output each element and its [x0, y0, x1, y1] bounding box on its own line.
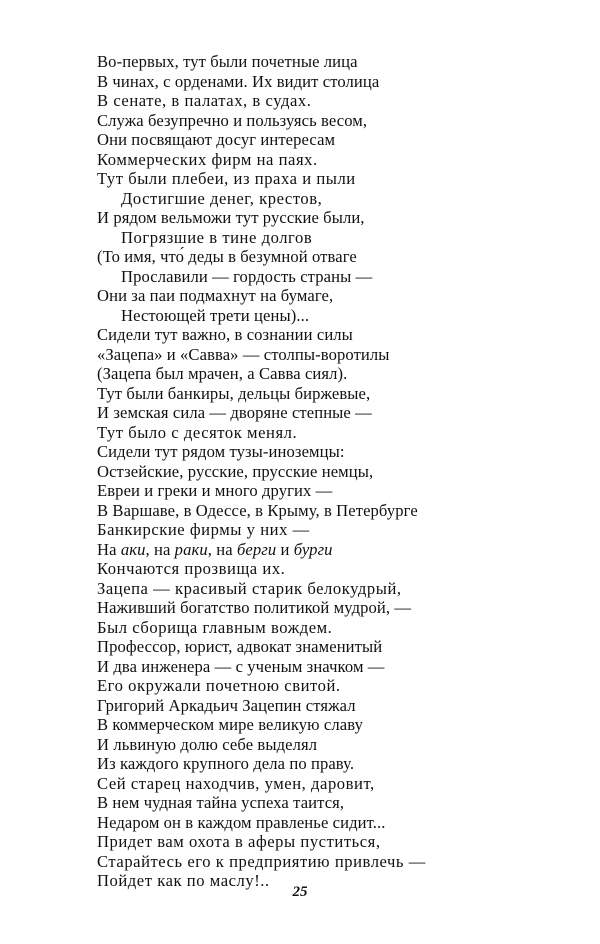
poem-line: Его окружали почетною свитой. — [97, 676, 341, 695]
poem-line: Сей старец находчив, умен, даровит, — [97, 773, 375, 793]
poem-line: Во-первых, тут были почетные лица — [97, 52, 358, 71]
poem-line-italic-word: раки — [174, 539, 208, 559]
poem-line — [97, 540, 557, 560]
poem-line: Служа безупречно и пользуясь весом, — [97, 110, 368, 130]
poem-line: Пойдет как по маслу!.. — [97, 871, 270, 890]
poem-line: Нестоющей трети цены)... — [121, 305, 310, 325]
poem-line-segment: На — [97, 539, 121, 559]
poem-line: Коммерческих фирм на паях. — [97, 149, 318, 169]
poem-line: И львиную долю себе выделял — [97, 734, 318, 754]
poem-line: Тут было с десяток менял. — [97, 422, 298, 442]
poem-line: Был сборища главным вождем. — [97, 617, 333, 637]
poem-line: Придет вам охота в аферы пуститься, — [97, 832, 381, 851]
poem-line-italic-word: берги — [236, 539, 277, 559]
poem-line: Из каждого крупного дела по праву. — [97, 754, 355, 773]
poem-line: Тут были плебеи, из праха и пыли — [97, 169, 356, 188]
poem-line: Тут были банкиры, дельцы биржевые, — [97, 383, 371, 403]
poem-line: Остзейские, русские, прусские немцы, — [97, 461, 374, 481]
poem-line: (Зацепа был мрачен, а Савва сиял). — [97, 364, 348, 383]
poem-line: Недаром он в каждом правленье сидит... — [97, 812, 386, 832]
poem-line: В сенате, в палатах, в судах. — [97, 91, 312, 110]
poem-line: В чинах, с орденами. Их видит столица — [97, 71, 380, 91]
poem-line: И земская сила — дворяне степные — — [97, 403, 372, 422]
poem-line: Старайтесь его к предприятию привлечь — — [97, 851, 426, 871]
poem-line-italic-word: аки — [120, 539, 146, 559]
poem-line: Прославили — гордость страны — — [121, 266, 373, 286]
poem-line: Профессор, юрист, адвокат знаменитый — [97, 637, 383, 656]
poem-line: (То имя, что́ деды в безумной отваге — [97, 247, 357, 266]
poem-line: И рядом вельможи тут русские были, — [97, 208, 365, 227]
poem-line: «Зацепа» и «Савва» — столпы-воротилы — [97, 344, 390, 364]
poem-line: Сидели тут рядом тузы-иноземцы: — [97, 442, 345, 461]
poem-line: В коммерческом мире великую славу — [97, 715, 364, 734]
poem-line-segment: , на — [145, 539, 175, 559]
poem-line: Григорий Аркадьич Зацепин стяжал — [97, 695, 356, 715]
poem-line: Они посвящают досуг интересам — [97, 130, 336, 149]
poem-line: И два инженера — с ученым значком — — [97, 656, 385, 676]
poem-line: Сидели тут важно, в сознании силы — [97, 325, 353, 344]
poem-line: Банкирские фирмы у них — — [97, 520, 310, 539]
poem-line: Они за паи подмахнут на бумаге, — [97, 286, 334, 305]
poem-line-segment: , на — [207, 539, 237, 559]
poem-line: Наживший богатство политикой мудрой, — — [97, 598, 412, 617]
poem-line-segment: и — [276, 539, 294, 559]
poem-text — [97, 52, 557, 891]
poem-line: Погрязшие в тине долгов — [121, 227, 313, 247]
poem-line: Зацепа — красивый старик белокудрый, — [97, 578, 402, 598]
poem-line: В Варшаве, в Одессе, в Крыму, в Петербурге — [97, 500, 418, 520]
poem-line: Кончаются прозвища их. — [97, 559, 286, 578]
poem-line-italic-word: бурги — [293, 539, 333, 559]
poem-line: В нем чудная тайна успеха таится, — [97, 793, 345, 812]
poem-line: Евреи и греки и много других — — [97, 481, 333, 500]
page-number: 25 — [292, 884, 308, 900]
poem-line: Достигшие денег, крестов, — [121, 188, 323, 208]
